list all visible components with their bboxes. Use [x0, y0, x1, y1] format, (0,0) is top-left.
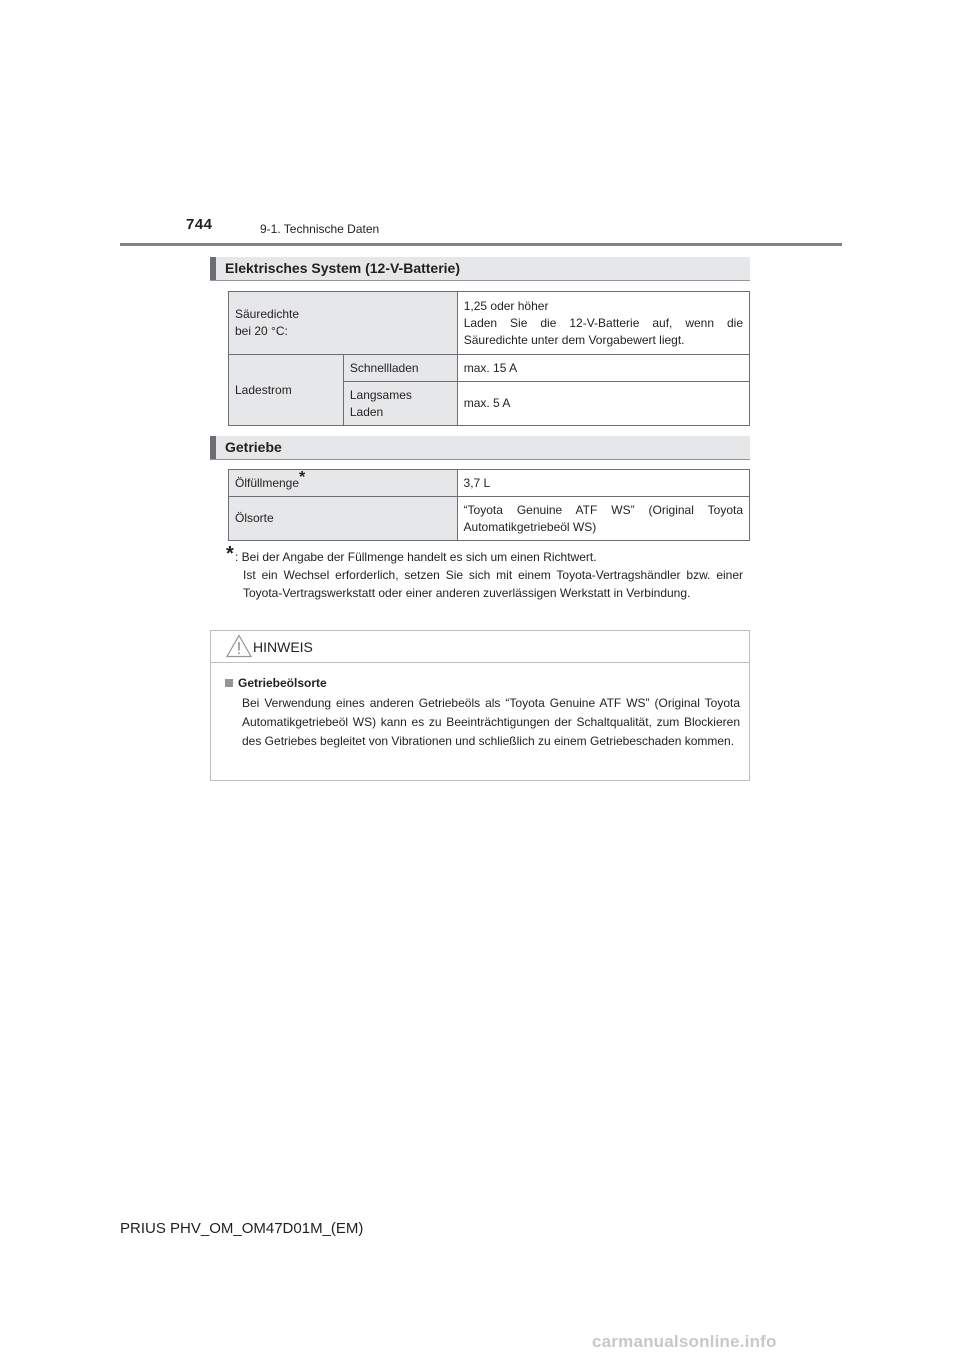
document-code: PRIUS PHV_OM_OM47D01M_(EM) [120, 1220, 364, 1237]
density-label-line2: bei 20 °C: [235, 324, 288, 338]
density-value-line2: Laden Sie die 12-V-Batterie auf, wenn die Säuredichte unter dem Vorgabewert liegt. [463, 315, 743, 347]
slow-charge-value: max. 5 A [457, 382, 749, 426]
oil-type-value: “Toyota Genuine ATF WS” (Original Toyota Automatikgetriebeöl WS) [457, 497, 749, 541]
page-number: 744 [186, 216, 213, 233]
transmission-spec-table [228, 469, 750, 541]
fast-charge-value: max. 15 A [457, 355, 749, 382]
heading-marker [210, 257, 216, 280]
page-header [120, 212, 842, 246]
table-row [229, 497, 750, 541]
electrical-section-heading [210, 257, 750, 281]
table-row [229, 470, 750, 497]
density-value-cell [457, 292, 749, 355]
section-title: 9-1. Technische Daten [260, 222, 380, 236]
charging-current-label: Ladestrom [229, 355, 344, 426]
slow-charge-label-line1: Langsames [349, 387, 412, 402]
oil-capacity-label-cell [229, 470, 458, 497]
density-label-line1: Säuredichte [235, 307, 300, 321]
table-row [229, 292, 750, 355]
notice-title: HINWEIS [253, 639, 313, 655]
transmission-section-heading [210, 436, 750, 460]
watermark: carmanualsonline.info [592, 1332, 777, 1351]
oil-capacity-footnote-mark: * [299, 468, 306, 486]
notice-subtitle-row [225, 676, 327, 690]
table-row [229, 355, 750, 382]
fast-charge-label: Schnellladen [343, 355, 457, 382]
density-value-line1: 1,25 oder höher [463, 298, 549, 313]
slow-charge-label [343, 382, 457, 426]
electrical-section-title: Elektrisches System (12-V-Batterie) [225, 260, 460, 276]
footnote-text: Ist ein Wechsel erforderlich, setzen Sie sich mit einem Toyota-Vertragshändler bzw. einer Toyota-Vertragswerkstatt oder einer anderen zuverlässigen Werkstatt in Verbindung. [243, 568, 743, 600]
electrical-spec-table [228, 291, 750, 426]
slow-charge-label-line2: Laden [349, 404, 384, 419]
notice-subtitle: Getriebeölsorte [238, 676, 327, 690]
density-label-cell [229, 292, 458, 355]
footnote-first-line: : Bei der Angabe der Füllmenge handelt es sich um einen Richtwert. [235, 550, 597, 564]
heading-marker [210, 436, 216, 459]
transmission-section-title: Getriebe [225, 439, 282, 455]
notice-body: Bei Verwendung eines anderen Getriebeöls als “Toyota Genuine ATF WS” (Original Toyota Automatikgetriebeöl WS) kann es zu Beeinträchtigungen der Schaltqualität, zum Blockieren des Getriebes begleitet von Vibrationen und schließlich zu einem Getriebeschaden kommen. [242, 696, 740, 748]
warning-triangle-icon [226, 634, 252, 658]
header-rule [120, 243, 842, 246]
square-bullet-icon [225, 679, 233, 687]
oil-capacity-label: Ölfüllmenge [235, 475, 300, 490]
notice-header [211, 631, 749, 663]
footnote-star: * [226, 543, 234, 565]
oil-capacity-value: 3,7 L [457, 470, 749, 497]
oil-type-label: Ölsorte [229, 497, 458, 541]
notice-box [210, 630, 750, 781]
